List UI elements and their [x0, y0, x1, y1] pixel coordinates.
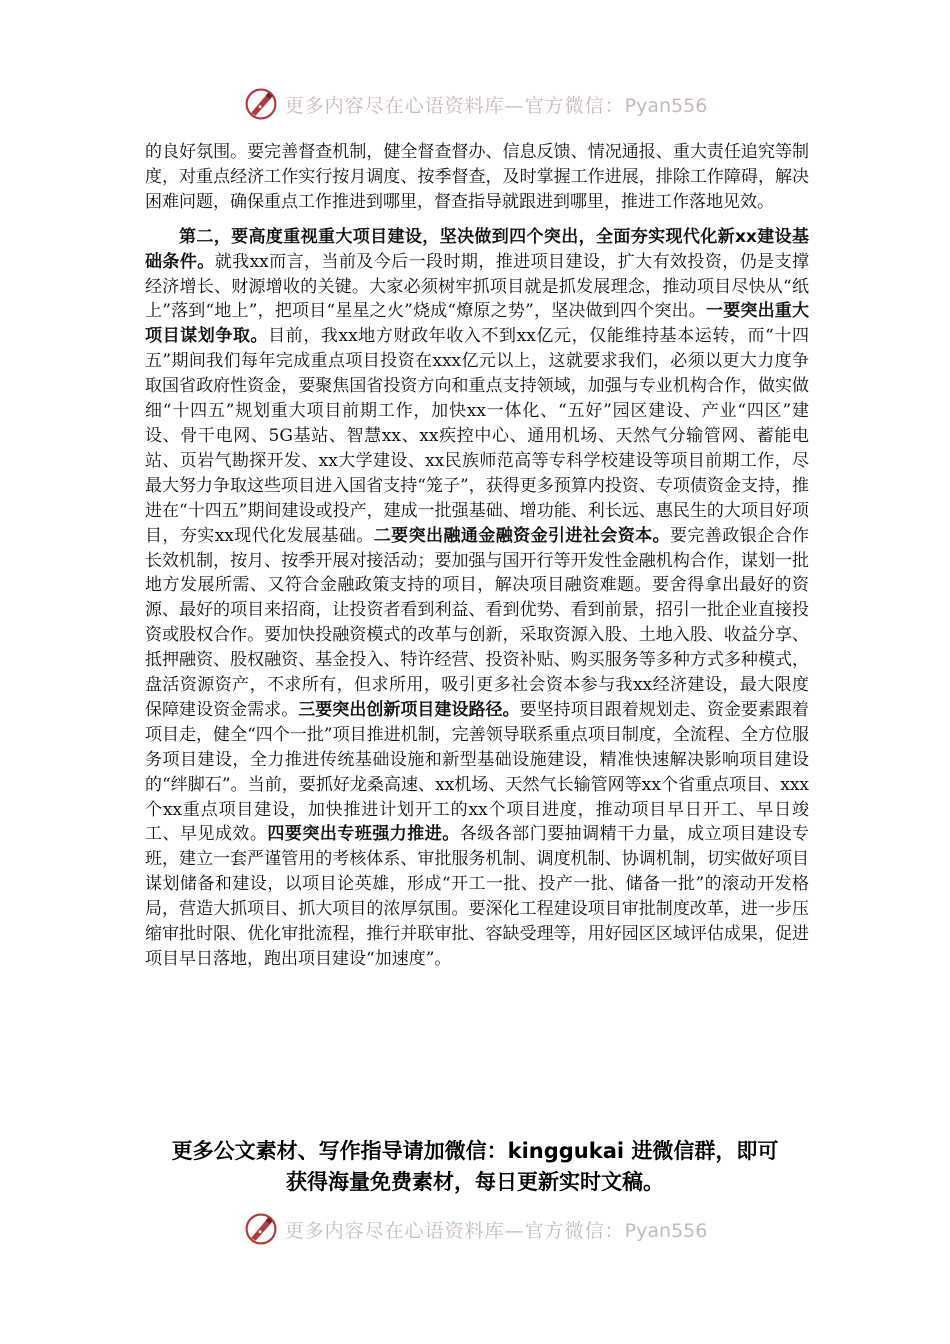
paragraph-text: 要坚持项目跟着规划走、资金要素跟着项目走，健全“四个一批”项目推进机制，完善领导联系重点项目制度，全流程、全方位服务项目建设，全力推进传统基础设施和新型基础设施建设，精准快速解决影响项目建设的“绊脚石”。当前，要抓好龙桑高速、xx机场、天然气长输管网等xx个省重点项目、xxx个xx重点项目建设，加快推进计划开工的xx个项目进度，推动项目早日开工、早日竣工、早见成效。: [145, 699, 810, 845]
paragraph-text: 要完善政银企合作长效机制，按月、按季开展对接活动；要加强与国开行等开发性金融机构合作，谋划一批地方发展所需、又符合金融政策支持的项目，解决项目融资难题。要舍得拿出最好的资源、最好的项目来招商，让投资者看到利益、看到优势、看到前景，招引一批企业直接投资或股权合作。要加快投融资模式的改革与创新，采取资源入股、土地入股、收益分享、抵押融资、股权融资、基金投入、特许经营、投资补贴、购买服务等多种方式多种模式，盘活资源资产，不求所有，但求所用，吸引更多社会资本参与我xx经济建设，最大限度保障建设资金需求。: [145, 525, 809, 720]
footer-banner-text: 更多内容尽在心语资料库—官方微信：Pyan556: [284, 1219, 708, 1242]
paragraph-2: [145, 225, 809, 972]
header-banner-text: 更多内容尽在心语资料库—官方微信：Pyan556: [284, 94, 708, 117]
paragraph-text: 各级各部门要抽调精干力量，成立项目建设专班，建立一套严谨管用的考核体系、审批服务机制、调度机制、协调机制，切实做好项目谋划储备和建设，以项目论英雄，形成“开工一批、投产一批、储备一批”的滚动开发格局，营造大抓项目、抓大项目的浓厚氛围。要深化工程建设项目审批制度改革，进一步压缩审批时限、优化审批流程，推行并联审批、容缺受理等，用好园区区域评估成果，促进项目早日落地，跑出项目建设“加速度”。: [145, 824, 810, 969]
subheading-3: 三要突出创新项目建设路径。: [298, 699, 520, 720]
subheading-4: 四要突出专班强力推进。: [267, 824, 460, 845]
subheading-2: 二要突出融通金融资金引进社会资本。: [373, 525, 670, 546]
subheading-1: 一要突出重大项目谋划争取。: [145, 301, 809, 347]
paragraph-text: 就我xx而言，当前及今后一段时期，推进项目建设，扩大有效投资，仍是支撑经济增长、财源增收的关键。大家必须树牢抓项目就是抓发展理念，推动项目尽快从“纸上”落到“地上”，把项目“星星之火”烧成“燎原之势”，坚决做到四个突出。: [145, 251, 809, 322]
section-heading: 第二，要高度重视重大项目建设，坚决做到四个突出，全面夯实现代化新xx建设基础条件。: [145, 226, 809, 272]
notice-line-1: 更多公文素材、写作指导请加微信：kinggukai 进微信群，即可: [171, 1139, 779, 1163]
footer-banner: [0, 1207, 950, 1251]
header-banner: [0, 82, 950, 126]
footer-wechat-id: Pyan556: [624, 1219, 708, 1242]
document-body: [145, 140, 809, 972]
pen-nib-logo-icon: [243, 86, 279, 122]
header-wechat-id: Pyan556: [624, 94, 708, 117]
paragraph-text: 目前，我xx地方财政年收入不到xx亿元，仅能维持基本运转，而“十四五”期间我们每年完成重点项目投资在xxx亿元以上，这就要求我们，必须以更大力度争取国省政府性资金，要聚焦国省投资方向和重点支持领域，加强与专业机构合作，做实做细“十四五”规划重大项目前期工作，加快xx一体化、“五好”园区建设、产业“四区”建设、骨干电网、5G基站、智慧xx、xx疾控中心、通用机场、天然气分输管网、蓄能电站、页岩气勘探开发、xx大学建设、xx民族师范高等专科学校建设等项目前期工作，尽最大努力争取这些项目进入国省支持“笼子”，获得更多预算内投资、专项债资金支持，推进在“十四五”期间建设或投产，建成一批强基础、增功能、利长远、惠民生的大项目好项目，夯实xx现代化发展基础。: [145, 326, 809, 546]
wechat-notice: [130, 1136, 820, 1198]
notice-line-2: 获得海量免费素材，每日更新实时文稿。: [286, 1170, 664, 1194]
paragraph-1: 的良好氛围。要完善督查机制，健全督查督办、信息反馈、情况通报、重大责任追究等制度，对重点经济工作实行按月调度、按季督查，及时掌握工作进展，排除工作障碍，解决困难问题，确保重点工作推进到哪里，督查指导就跟进到哪里，推进工作落地见效。: [145, 142, 809, 212]
pen-nib-logo-icon: [243, 1211, 279, 1247]
